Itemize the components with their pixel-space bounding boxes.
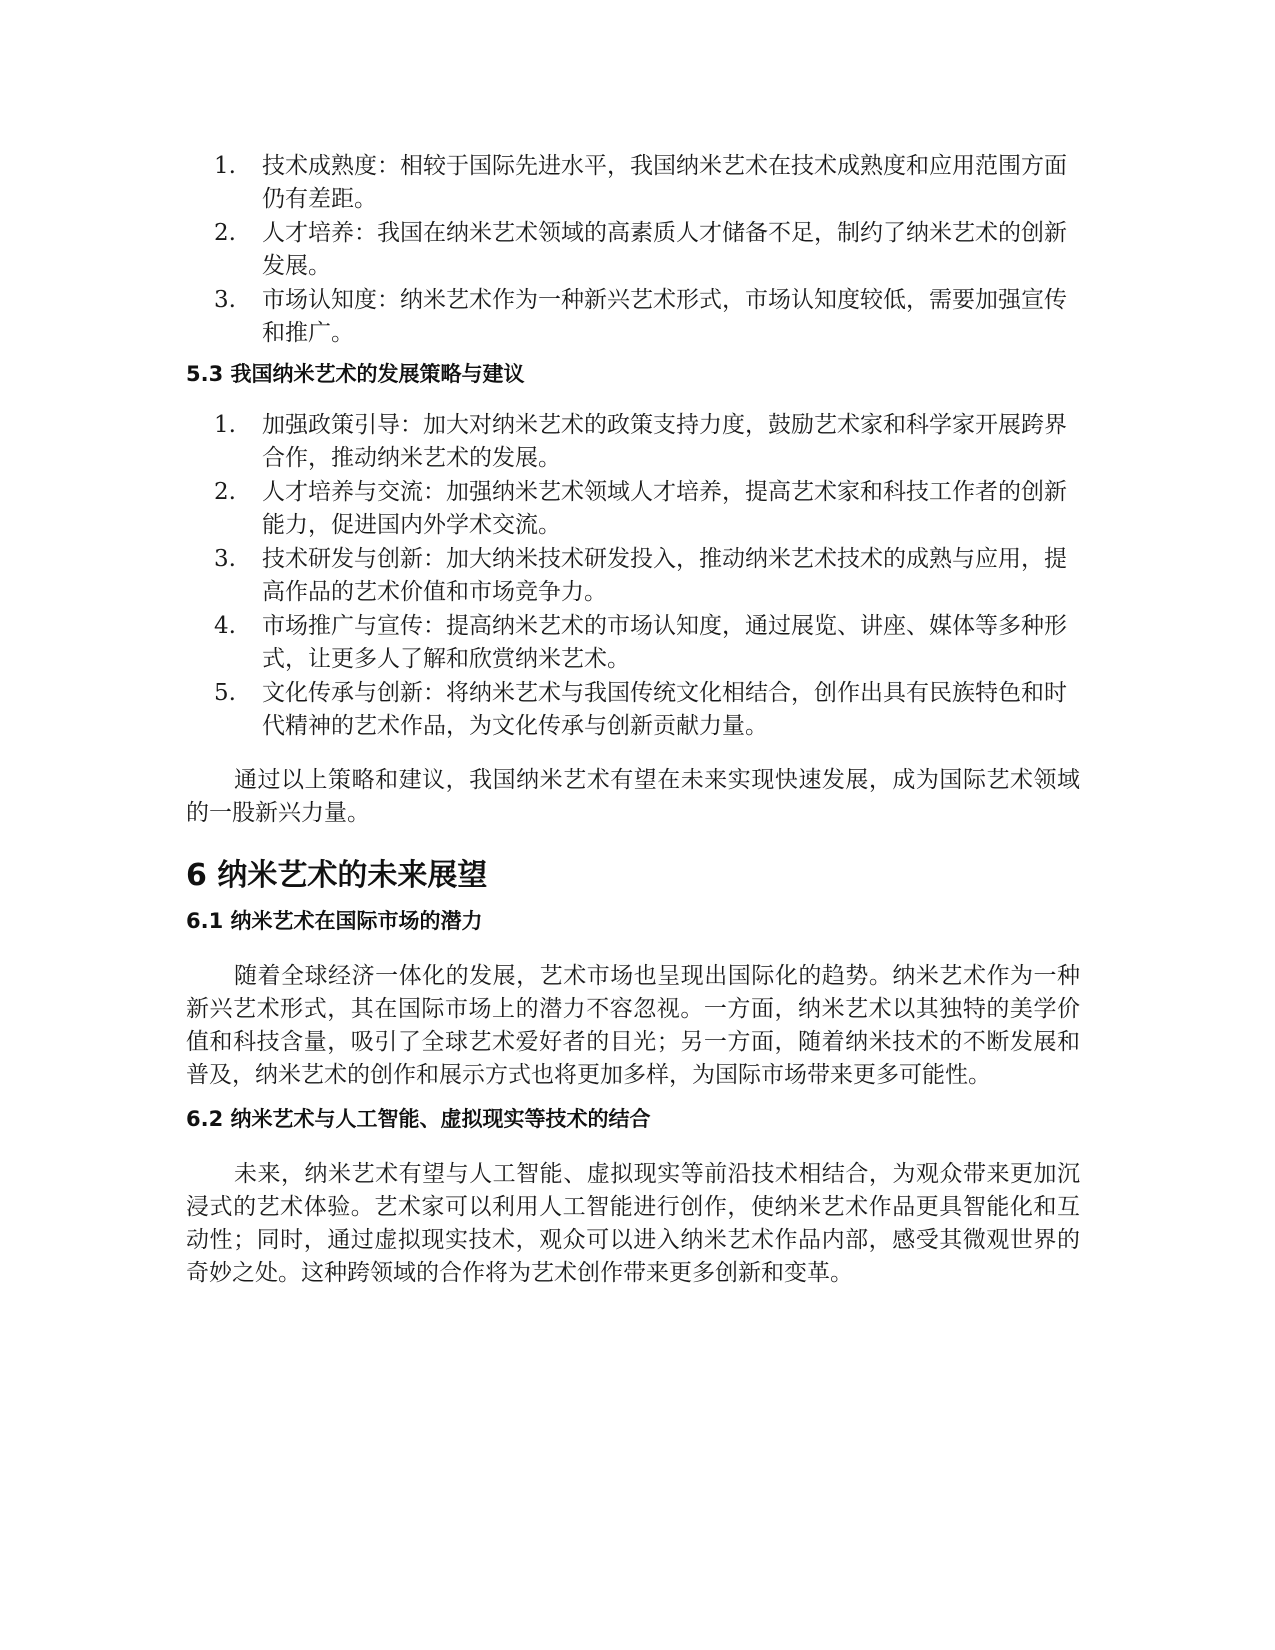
list-item	[186, 610, 1080, 676]
list-item-number: 1.	[214, 153, 236, 179]
list-item	[186, 677, 1080, 743]
challenges-list	[186, 150, 1080, 350]
section-6-1-heading: 6.1 纳米艺术在国际市场的潜力	[186, 909, 483, 933]
section-6-2-paragraph: 未来，纳米艺术有望与人工智能、虚拟现实等前沿技术相结合，为观众带来更加沉浸式的艺术体验。艺术家可以利用人工智能进行创作，使纳米艺术作品更具智能化和互动性；同时，通过虚拟现实技术，观众可以进入纳米艺术作品内部，感受其微观世界的奇妙之处。这种跨领域的合作将为艺术创作带来更多创新和变革。	[186, 1161, 1080, 1286]
list-item-text: 人才培养：我国在纳米艺术领域的高素质人才储备不足，制约了纳米艺术的创新发展。	[262, 220, 1067, 279]
list-item	[186, 150, 1080, 216]
section-6-2-heading: 6.2 纳米艺术与人工智能、虚拟现实等技术的结合	[186, 1107, 651, 1131]
list-item-number: 2.	[214, 479, 236, 505]
list-item-text: 技术成熟度：相较于国际先进水平，我国纳米艺术在技术成熟度和应用范围方面仍有差距。	[262, 153, 1067, 212]
section-5-3-heading: 5.3 我国纳米艺术的发展策略与建议	[186, 362, 525, 386]
page-content	[186, 150, 1080, 1290]
list-item-number: 3.	[214, 287, 236, 313]
list-item-text: 市场认知度：纳米艺术作为一种新兴艺术形式，市场认知度较低，需要加强宣传和推广。	[262, 287, 1067, 346]
chapter-6-heading: 6 纳米艺术的未来展望	[186, 858, 488, 893]
list-item-number: 1.	[214, 412, 236, 438]
list-item-text: 技术研发与创新：加大纳米技术研发投入，推动纳米艺术技术的成熟与应用，提高作品的艺术价值和市场竞争力。	[262, 546, 1067, 605]
list-item	[186, 217, 1080, 283]
list-item	[186, 284, 1080, 350]
section-5-3-conclusion: 通过以上策略和建议，我国纳米艺术有望在未来实现快速发展，成为国际艺术领域的一股新兴力量。	[186, 767, 1080, 826]
list-item-text: 人才培养与交流：加强纳米艺术领域人才培养，提高艺术家和科技工作者的创新能力，促进国内外学术交流。	[262, 479, 1067, 538]
list-item	[186, 476, 1080, 542]
list-item-number: 3.	[214, 546, 236, 572]
list-item-text: 市场推广与宣传：提高纳米艺术的市场认知度，通过展览、讲座、媒体等多种形式，让更多人了解和欣赏纳米艺术。	[262, 613, 1067, 672]
section-6-1-paragraph: 随着全球经济一体化的发展，艺术市场也呈现出国际化的趋势。纳米艺术作为一种新兴艺术形式，其在国际市场上的潜力不容忽视。一方面，纳米艺术以其独特的美学价值和科技含量，吸引了全球艺术爱好者的目光；另一方面，随着纳米技术的不断发展和普及，纳米艺术的创作和展示方式也将更加多样，为国际市场带来更多可能性。	[186, 963, 1080, 1088]
list-item-text: 文化传承与创新：将纳米艺术与我国传统文化相结合，创作出具有民族特色和时代精神的艺术作品，为文化传承与创新贡献力量。	[262, 680, 1067, 739]
list-item-number: 2.	[214, 220, 236, 246]
list-item-text: 加强政策引导：加大对纳米艺术的政策支持力度，鼓励艺术家和科学家开展跨界合作，推动纳米艺术的发展。	[262, 412, 1067, 471]
list-item-number: 5.	[214, 680, 236, 706]
list-item	[186, 543, 1080, 609]
strategies-list	[186, 409, 1080, 743]
list-item	[186, 409, 1080, 475]
list-item-number: 4.	[214, 613, 236, 639]
